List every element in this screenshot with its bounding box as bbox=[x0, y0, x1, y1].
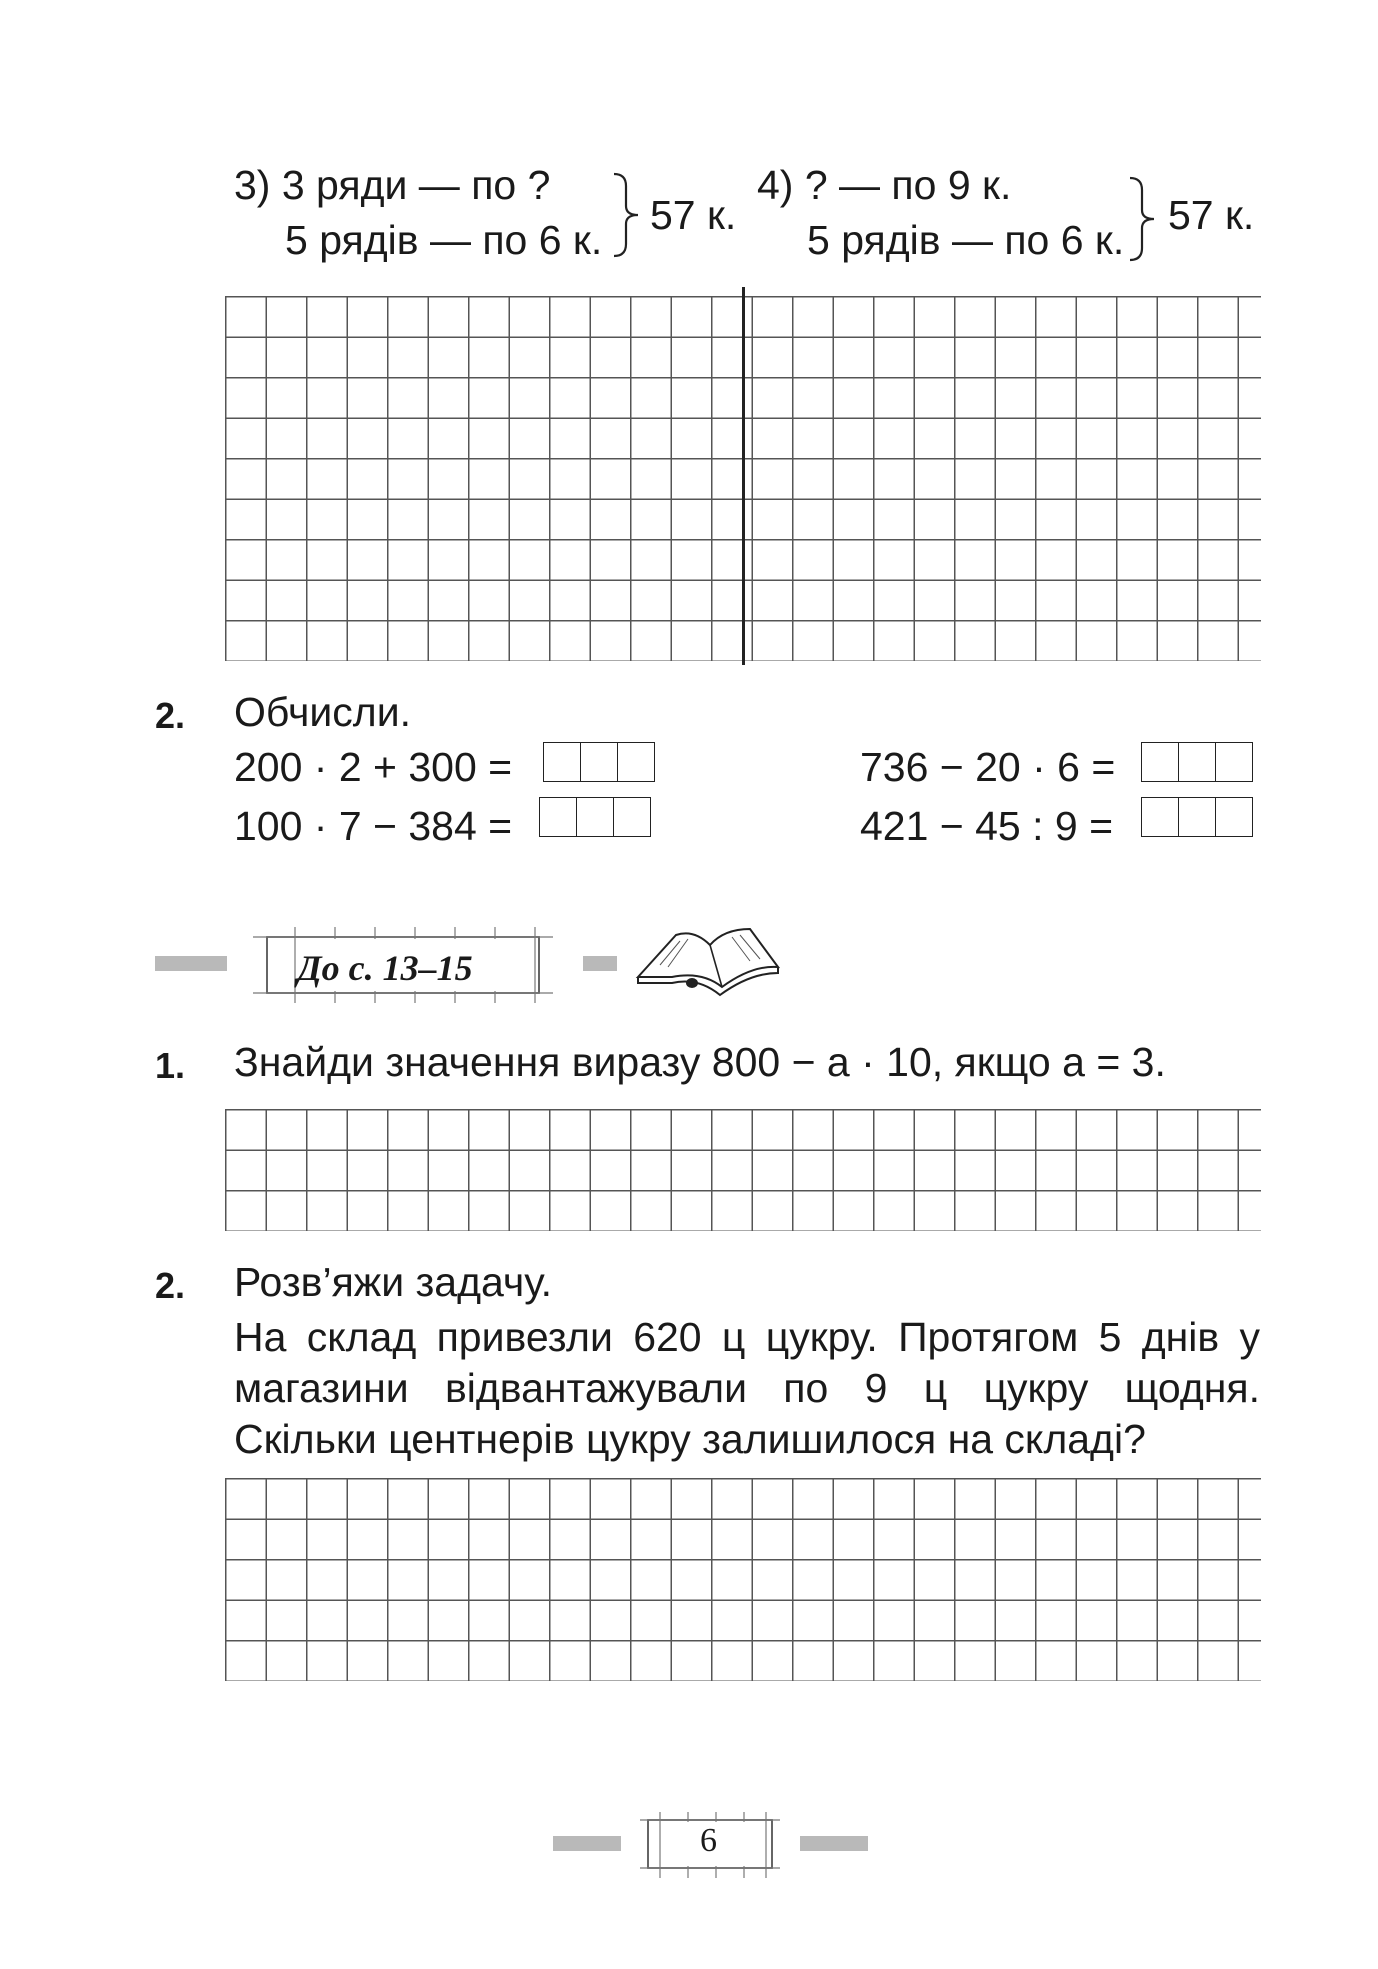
answer-boxes[interactable] bbox=[543, 742, 655, 782]
task4-total: 57 к. bbox=[1168, 192, 1255, 238]
task4-line1: 4) ? — по 9 к. bbox=[757, 162, 1012, 208]
decorative-bar bbox=[583, 956, 617, 971]
problem-text: На склад привезли 620 ц цукру. Протягом 5 днів у магазини відвантажували по 9 ц цукру щодня. Скільки центнерів цукру залишилося на складі? bbox=[234, 1314, 1260, 1462]
brace-icon bbox=[1128, 176, 1158, 262]
expression: 421 − 45 : 9 = bbox=[860, 803, 1114, 849]
open-book-icon bbox=[632, 915, 782, 1005]
brace-icon bbox=[612, 172, 642, 258]
decorative-bar bbox=[155, 956, 227, 971]
answer-grid[interactable] bbox=[225, 1109, 1261, 1231]
expression: 200 · 2 + 300 = bbox=[234, 744, 513, 790]
exercise-title: Обчисли. bbox=[234, 689, 411, 735]
answer-boxes[interactable] bbox=[539, 797, 651, 837]
exercise-number: 2. bbox=[155, 1265, 186, 1306]
section-label: До с. 13–15 bbox=[297, 948, 473, 988]
task4-line2: 5 рядів — по 6 к. bbox=[807, 217, 1125, 263]
exercise-text: Знайди значення виразу 800 − a · 10, якщо a = 3. bbox=[234, 1039, 1166, 1085]
decorative-bar bbox=[800, 1836, 868, 1851]
task3-total: 57 к. bbox=[650, 192, 737, 238]
page-number: 6 bbox=[700, 1822, 717, 1859]
exercise-title: Розв’яжи задачу. bbox=[234, 1259, 553, 1305]
task3-line2: 5 рядів — по 6 к. bbox=[285, 217, 603, 263]
exercise-number: 1. bbox=[155, 1045, 186, 1086]
decorative-bar bbox=[553, 1836, 621, 1851]
grid-divider bbox=[742, 287, 745, 665]
answer-boxes[interactable] bbox=[1141, 797, 1253, 837]
expression: 100 · 7 − 384 = bbox=[234, 803, 513, 849]
exercise-number: 2. bbox=[155, 695, 186, 736]
answer-boxes[interactable] bbox=[1141, 742, 1253, 782]
task3-line1: 3) 3 ряди — по ? bbox=[234, 162, 551, 208]
expression: 736 − 20 · 6 = bbox=[860, 744, 1116, 790]
answer-grid[interactable] bbox=[225, 1478, 1261, 1681]
